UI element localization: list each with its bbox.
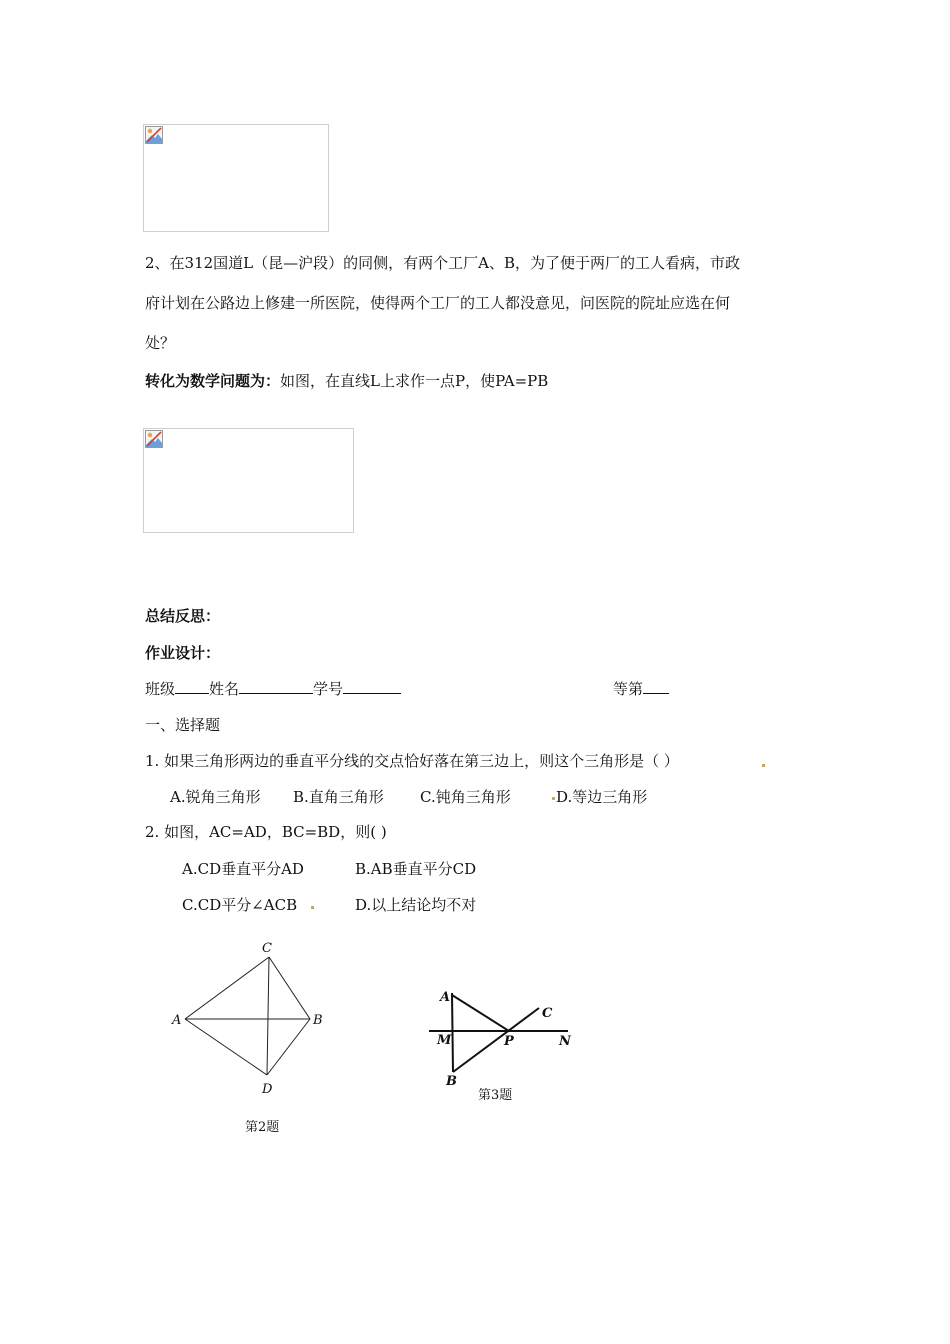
transform-label: 转化为数学问题为： xyxy=(145,372,281,390)
class-label: 班级 xyxy=(145,680,176,698)
segment-cb xyxy=(269,957,310,1019)
grade-blank[interactable] xyxy=(643,679,669,694)
transform-line xyxy=(145,370,548,391)
figure-q2-caption: 第2题 xyxy=(245,1120,280,1135)
question-1-option-b: B.直角三角形 xyxy=(293,788,384,806)
name-blank[interactable] xyxy=(239,679,313,694)
artifact-dot xyxy=(762,764,765,767)
label-d: D xyxy=(262,1082,273,1097)
grade-label: 等第 xyxy=(613,680,644,698)
segment-bd xyxy=(267,1019,310,1075)
question-2-option-c: C.CD平分∠ACB xyxy=(182,896,298,914)
broken-image-icon xyxy=(145,430,163,448)
transform-text: 如图，在直线L上求作一点P，使PA=PB xyxy=(280,372,549,390)
label-a: A xyxy=(440,990,451,1005)
section-title: 一、选择题 xyxy=(145,716,221,734)
question-2-option-d: D.以上结论均不对 xyxy=(355,896,477,914)
label-m: M xyxy=(437,1033,452,1048)
segment-cd xyxy=(267,957,269,1075)
question-2-option-a: A.CD垂直平分AD xyxy=(182,860,304,878)
label-c: C xyxy=(262,941,272,956)
segment-ab xyxy=(452,993,453,1072)
question-1-option-d: D.等边三角形 xyxy=(556,788,648,806)
label-n: N xyxy=(559,1034,571,1049)
label-p: P xyxy=(504,1034,514,1049)
homework-heading: 作业设计： xyxy=(145,644,221,662)
label-b: B xyxy=(446,1074,457,1089)
name-label: 姓名 xyxy=(209,680,240,698)
id-blank[interactable] xyxy=(343,679,401,694)
problem-2-line-3: 处？ xyxy=(145,334,176,352)
problem-2-line-1: 2、在312国道L（昆—沪段）的同侧，有两个工厂A、B，为了便于两厂的工人看病，市政 xyxy=(145,254,740,272)
image-placeholder-2 xyxy=(143,428,354,533)
label-a: A xyxy=(172,1013,182,1028)
grade-field xyxy=(613,678,669,699)
figure-q3 xyxy=(425,978,585,1108)
label-b: B xyxy=(313,1013,323,1028)
label-c: C xyxy=(542,1006,553,1021)
question-1-option-c: C.钝角三角形 xyxy=(420,788,511,806)
question-1-stem: 1. 如果三角形两边的垂直平分线的交点恰好落在第三边上，则这个三角形是（ ） xyxy=(145,752,679,770)
broken-image-icon xyxy=(145,126,163,144)
summary-heading: 总结反思： xyxy=(145,607,221,625)
ray-bc xyxy=(453,1008,539,1072)
figure-q3-caption: 第3题 xyxy=(478,1088,513,1103)
question-2-option-b: B.AB垂直平分CD xyxy=(355,860,477,878)
artifact-dot xyxy=(311,906,314,909)
id-label: 学号 xyxy=(313,680,344,698)
figure-q2-kite xyxy=(165,935,340,1145)
artifact-dot xyxy=(552,797,555,800)
segment-ca xyxy=(185,957,269,1019)
segment-ap xyxy=(452,995,509,1031)
question-2-stem: 2. 如图，AC=AD，BC=BD，则( ) xyxy=(145,823,387,841)
problem-2-text xyxy=(145,243,810,363)
question-1-option-a: A.锐角三角形 xyxy=(170,788,261,806)
problem-2-line-2: 府计划在公路边上修建一所医院，使得两个工厂的工人都没意见，问医院的院址应选在何 xyxy=(145,294,731,312)
segment-ad xyxy=(185,1019,267,1075)
class-blank[interactable] xyxy=(175,679,209,694)
image-placeholder-1 xyxy=(143,124,329,232)
student-info-line xyxy=(145,678,401,699)
